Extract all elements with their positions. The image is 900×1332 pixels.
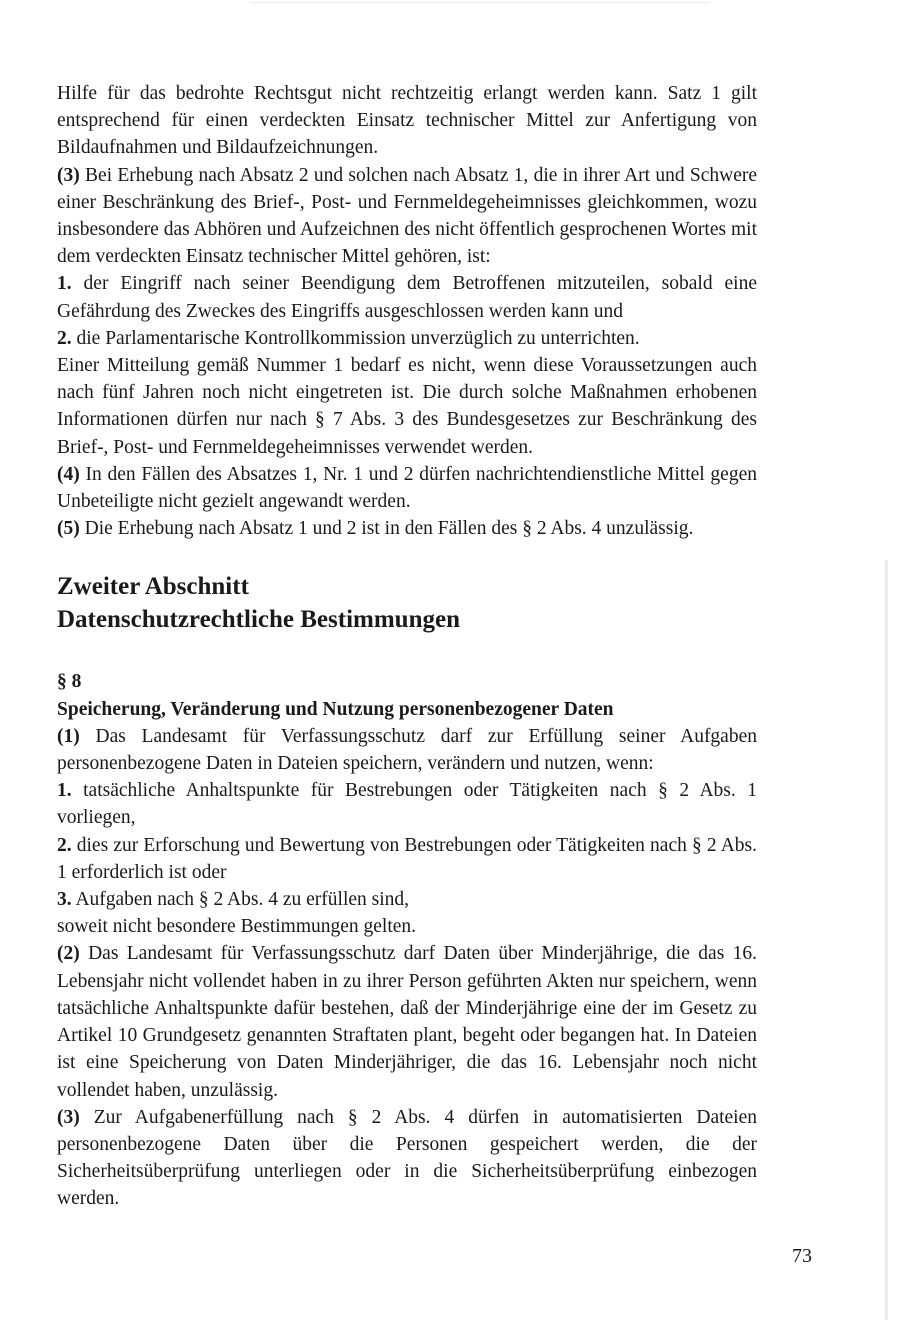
abs5-number: (5) [57, 518, 80, 540]
list-item-text: tatsächliche Anhaltspunkte für Bestrebungen oder Tätigkeiten nach § 2 Abs. 1 vorliegen, [57, 780, 758, 829]
paragraph-p8-abs3 [57, 1104, 757, 1213]
list-item [57, 777, 757, 831]
abs3-number: (3) [57, 164, 80, 186]
paragraph-p8-abs1 [57, 723, 757, 777]
document-page [57, 80, 757, 1213]
list-item-number: 2. [57, 327, 72, 349]
list-item [57, 325, 757, 352]
section-heading-line-1: Zweiter Abschnitt [57, 573, 249, 601]
list-item-text: der Eingriff nach seiner Beendigung dem Betroffenen mitzuteilen, sobald eine Gefährdung des Zweckes des Eingriffs ausgeschlossen werden kann und [57, 273, 757, 322]
paragraph-p8-abs2 [57, 940, 757, 1103]
paragraph-abs3 [57, 162, 757, 271]
abs3-text: Bei Erhebung nach Absatz 2 und solchen nach Absatz 1, die in ihrer Art und Schwere einer Beschränkung des Brief-, Post- und Fernmeldegeheimnisses gleichkommen, wozu insbesondere das Abhören und Aufzeichnen des nicht öffentlich gesprochenen Wortes mit dem verdeckten Einsatz technischer Mittel gehören, ist: [57, 164, 758, 268]
p8-abs2-number: (2) [57, 943, 80, 965]
list-item [57, 270, 757, 324]
p8-abs1-number: (1) [57, 725, 80, 747]
abs5-text: Die Erhebung nach Absatz 1 und 2 ist in den Fällen des § 2 Abs. 4 unzulässig. [84, 518, 694, 540]
p8-abs2-text: Das Landesamt für Verfassungsschutz darf Daten über Minderjährige, die das 16. Lebensjahr nicht vollendet haben in zu ihrer Person geführten Akten nur speichern, wenn tatsächliche Anhaltspunkte dafür bestehen, daß der Minderjährige eine der im Gesetz zu Artikel 10 Grundgesetz genannten Straftaten plant, begeht oder begangen hat. In Dateien ist eine Speicherung von Daten Minderjähriger, die das 16. Lebensjahr noch nicht vollendet haben, unzulässig. [57, 943, 757, 1101]
p8-abs3-text: Zur Aufgabenerfüllung nach § 2 Abs. 4 dürfen in automatisierten Dateien personenbezogene Daten über die Personen gespeichert werden, die der Sicherheitsüberprüfung unterliegen oder in die Sicherheitsüberprüfung einbezogen werden. [57, 1106, 758, 1210]
scan-artifact-edge [885, 560, 888, 1320]
paragraph-abs4 [57, 461, 757, 515]
abs4-text: In den Fällen des Absatzes 1, Nr. 1 und 2 dürfen nachrichtendienstliche Mittel gegen Unbeteiligte nicht gezielt angewandt werden. [57, 463, 757, 513]
list-item [57, 832, 757, 886]
list-item-number: 1. [57, 780, 72, 802]
list-item-number: 2. [57, 834, 72, 856]
paragraph-continuation: Hilfe für das bedrohte Rechtsgut nicht rechtzeitig erlangt werden kann. Satz 1 gilt entsprechend für einen verdeckten Einsatz technischer Mittel zur Anfertigung von Bildaufnahmen und Bildaufzeichnungen. [57, 83, 757, 159]
scan-artifact-line [250, 2, 710, 3]
list-item-number: 1. [57, 273, 72, 295]
paragraph-number: § 8 [57, 671, 82, 693]
paragraph-title: Speicherung, Veränderung und Nutzung personenbezogener Daten [57, 698, 614, 720]
paragraph-abs5 [57, 515, 757, 542]
paragraph-p8-abs1-tail: soweit nicht besondere Bestimmungen gelten. [57, 916, 417, 938]
list-item-text: dies zur Erforschung und Bewertung von Bestrebungen oder Tätigkeiten nach § 2 Abs. 1 erforderlich ist oder [57, 834, 757, 883]
abs4-number: (4) [57, 463, 80, 485]
section-heading [57, 570, 757, 636]
list-item [57, 886, 757, 913]
list-item-number: 3. [57, 889, 72, 911]
section-heading-line-2: Datenschutzrechtliche Bestimmungen [57, 606, 460, 634]
list-item-text: Aufgaben nach § 2 Abs. 4 zu erfüllen sind, [75, 889, 410, 911]
page-number: 73 [792, 1245, 812, 1267]
list-item-text: die Parlamentarische Kontrollkommission unverzüglich zu unterrichten. [76, 327, 640, 349]
p8-abs3-number: (3) [57, 1106, 80, 1128]
paragraph-abs3-tail: Einer Mitteilung gemäß Nummer 1 bedarf es nicht, wenn diese Voraussetzungen auch nach fünf Jahren noch nicht eingetreten ist. Die durch solche Maßnahmen erhobenen Informationen dürfen nur nach § 7 Abs. 3 des Bundesgesetzes zur Beschränkung des Brief-, Post- und Fernmeldegeheimnisses verwendet werden. [57, 355, 757, 458]
p8-abs1-text: Das Landesamt für Verfassungsschutz darf zur Erfüllung seiner Aufgaben personenbezogene Daten in Dateien speichern, verändern und nutzen, wenn: [57, 725, 757, 775]
